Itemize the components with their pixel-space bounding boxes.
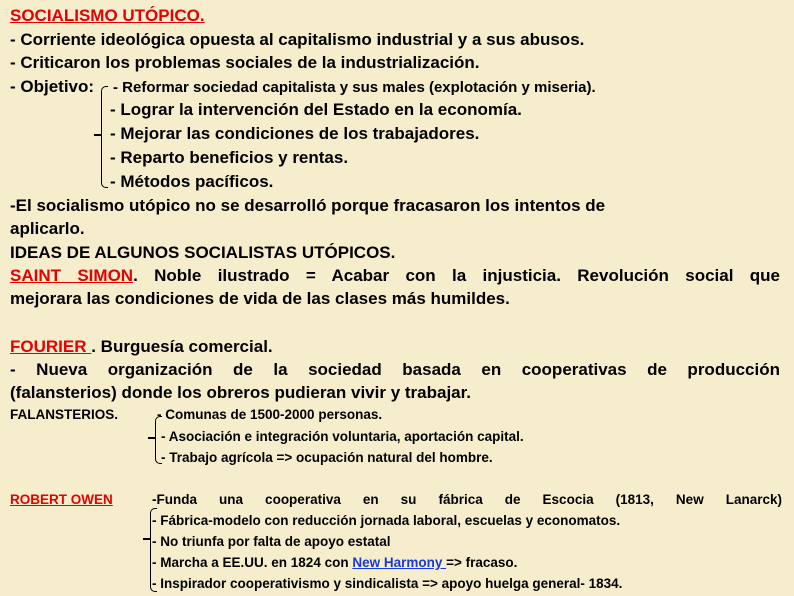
saint-simon-line-1 <box>10 266 780 286</box>
failure-line-1: -El socialismo utópico no se desarrolló porque fracasaron los intentos de <box>10 196 606 215</box>
fourier-header <box>10 337 273 357</box>
owen-name-text: ROBERT OWEN <box>10 492 113 507</box>
failure-line-2: aplicarlo. <box>10 219 85 238</box>
falansterio-item: - Asociación e integración voluntaria, aportación capital. <box>161 429 524 444</box>
ideas-heading: IDEAS DE ALGUNOS SOCIALISTAS UTÓPICOS. <box>10 243 396 262</box>
owen-march-text: - Marcha a EE.UU. en 1824 con <box>152 555 353 570</box>
fourier-line-1: - Nueva organización de la sociedad basada en cooperativas de producción <box>10 360 780 379</box>
fourier-line-2: (falansterios) donde los obreros pudieran vivir y trabajar. <box>10 383 472 402</box>
falansterio-item: - Trabajo agrícola => ocupación natural del hombre. <box>161 450 493 465</box>
falansterios-label: FALANSTERIOS. <box>10 407 119 422</box>
intro-line-1: - Corriente ideológica opuesta al capitalismo industrial y a sus abusos. <box>10 30 585 49</box>
falansterios-brace-tick <box>148 437 155 439</box>
new-harmony-link[interactable]: New Harmony <box>352 555 447 570</box>
owen-item: - Fábrica-modelo con reducción jornada laboral, escuelas y economatos. <box>152 513 621 528</box>
page-title: SOCIALISMO UTÓPICO. <box>10 6 205 25</box>
fourier-name: FOURIER <box>10 337 92 356</box>
objective-item: - Lograr la intervención del Estado en la economía. <box>110 100 522 119</box>
saint-simon-desc: . Noble ilustrado = Acabar con la injusticia. Revolución social que <box>133 266 780 285</box>
owen-name <box>10 492 113 507</box>
objective-item: - Mejorar las condiciones de los trabajadores. <box>110 124 480 143</box>
owen-march-result: => fracaso. <box>446 555 518 570</box>
objective-label: - Objetivo: <box>10 77 95 96</box>
owen-brace-tick <box>143 538 150 540</box>
intro-line-2: - Criticaron los problemas sociales de la industrialización. <box>10 53 480 72</box>
owen-item: - No triunfa por falta de apoyo estatal <box>152 534 391 549</box>
objectives-brace-tick <box>94 134 101 136</box>
owen-item: - Inspirador cooperativismo y sindicalista => apoyo huelga general- 1834. <box>152 576 623 591</box>
owen-march-line <box>152 555 517 570</box>
owen-item: -Funda una cooperativa en su fábrica de Escocia (1813, New Lanarck) <box>152 492 782 507</box>
saint-simon-line-2: mejorara las condiciones de vida de las clases más humildes. <box>10 289 510 308</box>
objective-item: - Reformar sociedad capitalista y sus males (explotación y miseria). <box>113 79 596 96</box>
saint-simon-name: SAINT SIMON <box>10 266 134 285</box>
falansterio-item: - Comunas de 1500-2000 personas. <box>157 407 383 422</box>
objective-item: - Métodos pacíficos. <box>110 172 274 191</box>
fourier-desc: . Burguesía comercial. <box>91 337 273 356</box>
objective-item: - Reparto beneficios y rentas. <box>110 148 349 167</box>
objectives-brace <box>101 86 108 188</box>
